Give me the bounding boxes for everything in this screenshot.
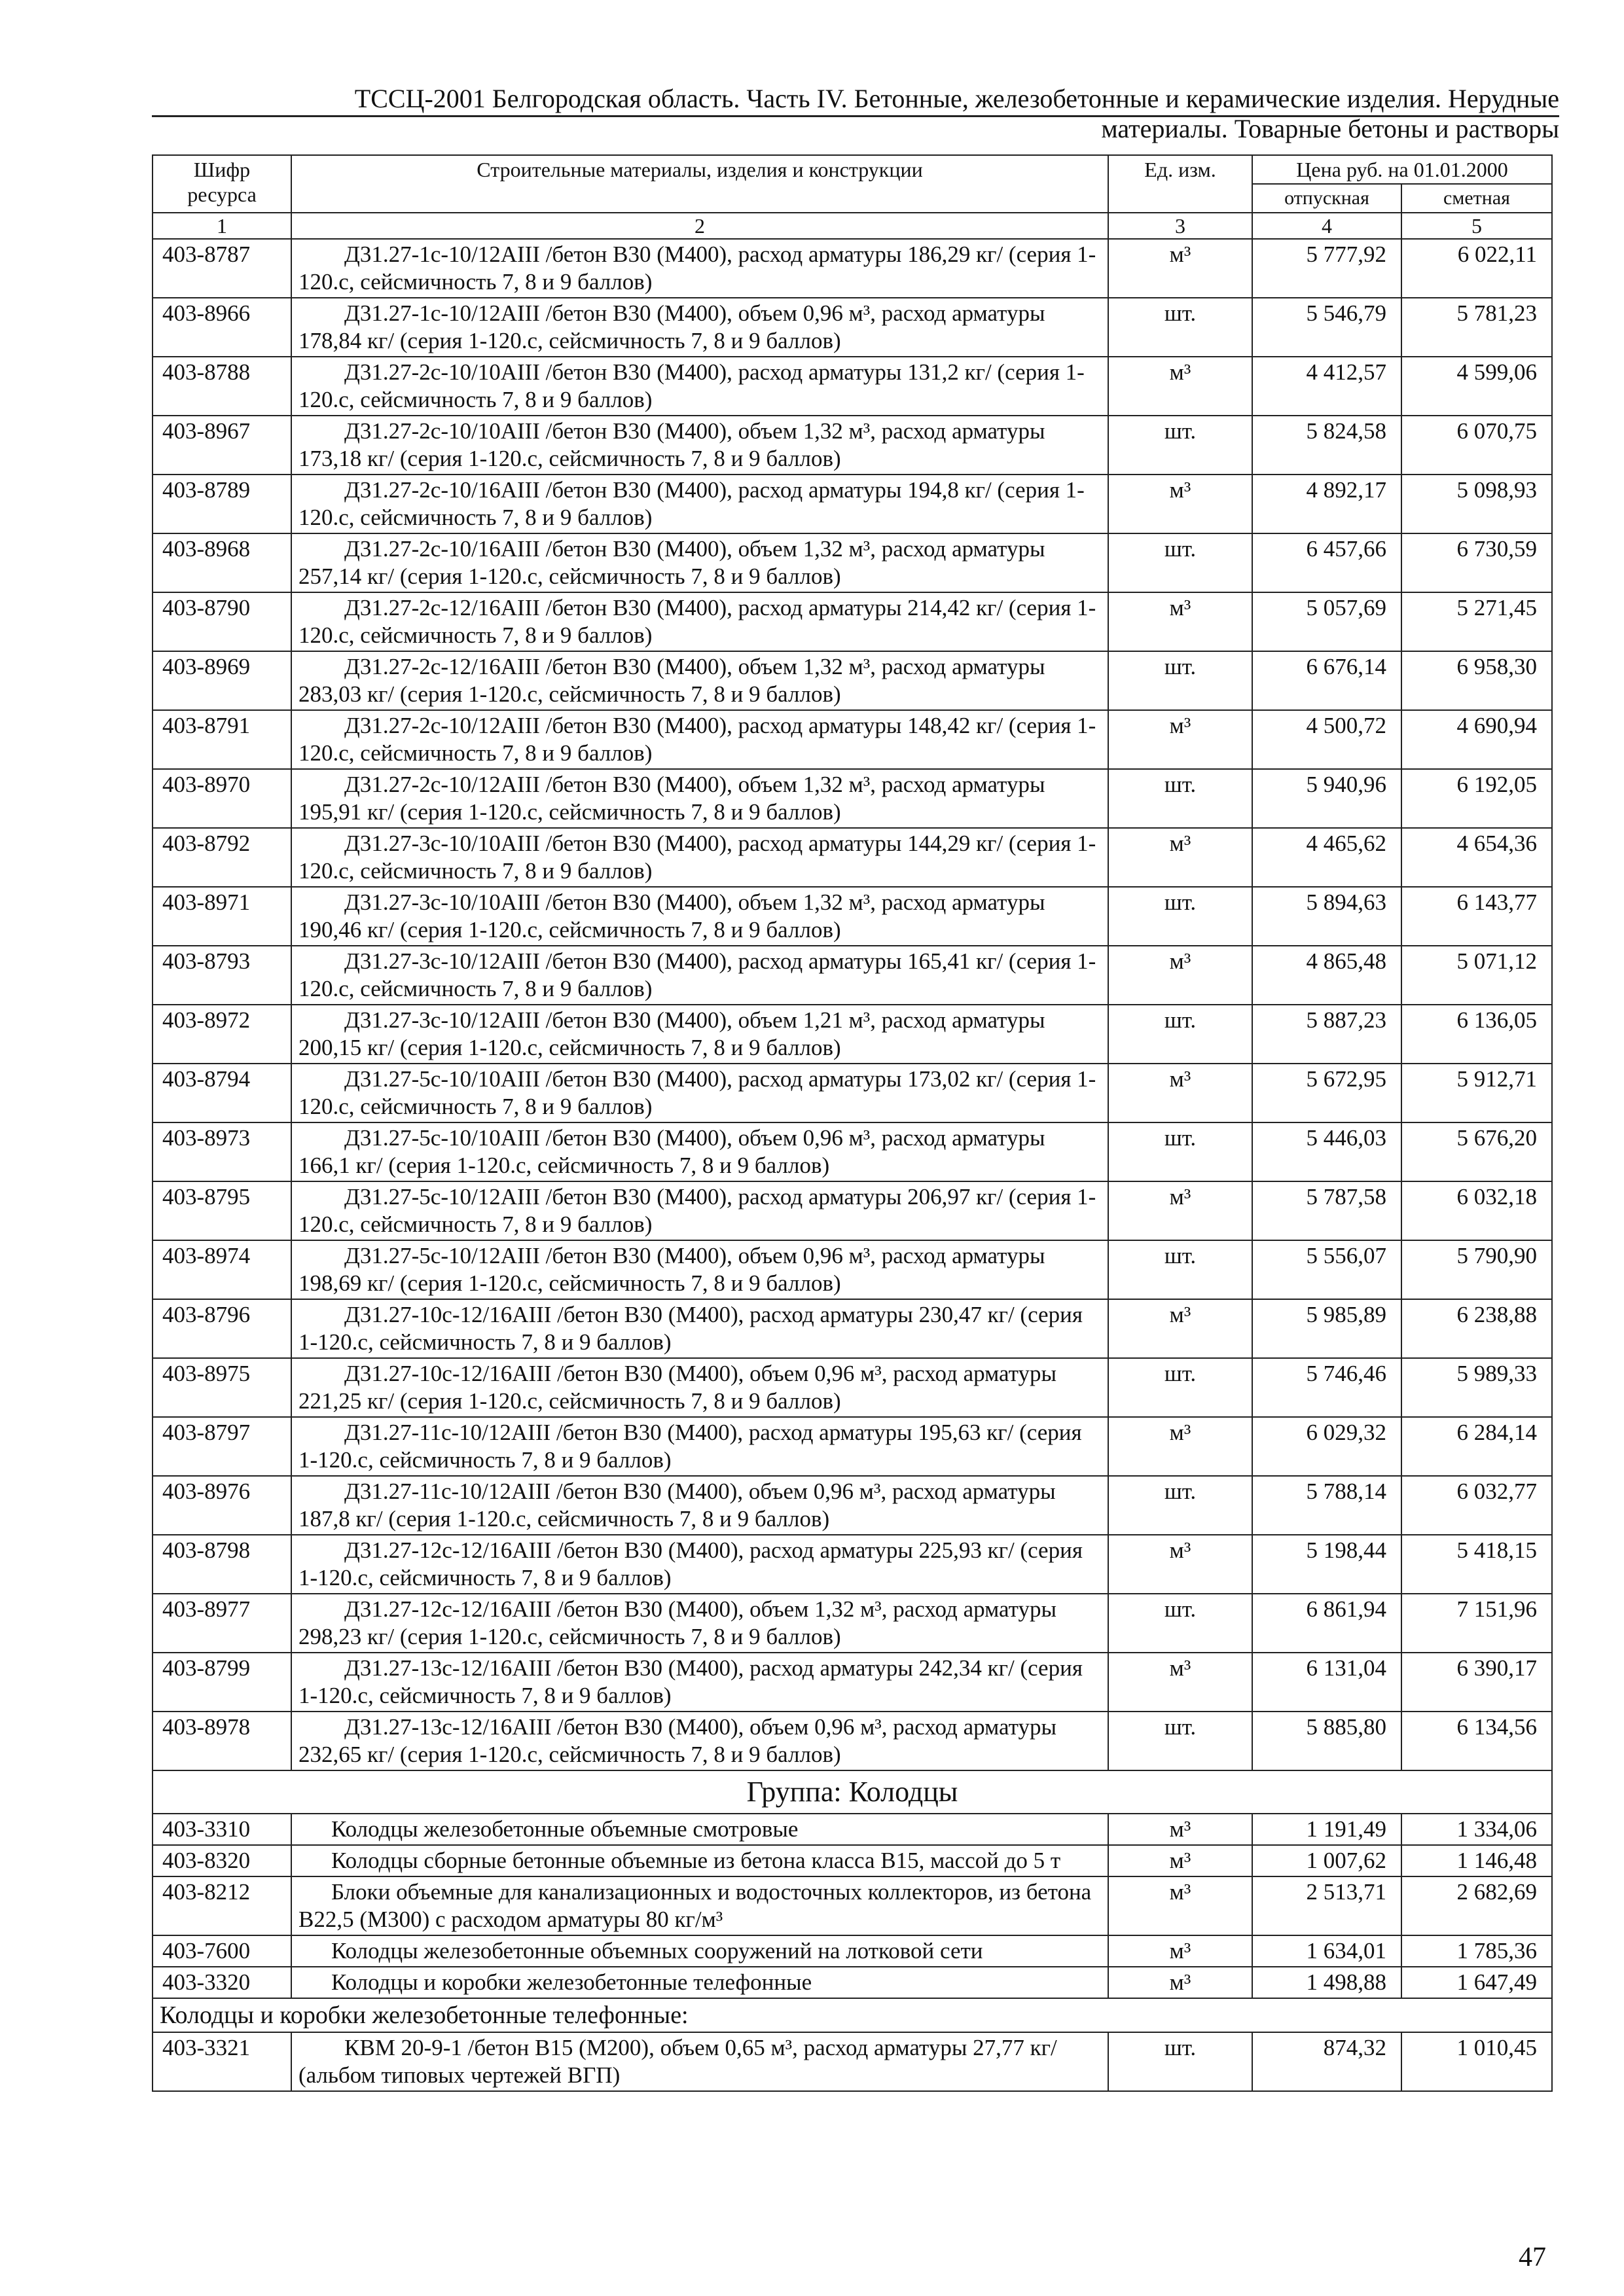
row-unit: шт. bbox=[1108, 1712, 1252, 1770]
row-unit: шт. bbox=[1108, 1476, 1252, 1535]
row-price-release: 5 777,92 bbox=[1252, 239, 1401, 298]
row-code: 403-8976 bbox=[153, 1476, 291, 1535]
column-number: 2 bbox=[291, 213, 1108, 239]
row-price-estimate: 6 730,59 bbox=[1401, 533, 1552, 592]
row-price-release: 1 634,01 bbox=[1252, 1935, 1401, 1967]
row-name: Д31.27-2с-10/10АIII /бетон В30 (М400), расход арматуры 131,2 кг/ (серия 1-120.с, сейсмичность 7, 8 и 9 баллов) bbox=[291, 357, 1108, 416]
row-price-estimate: 6 032,77 bbox=[1401, 1476, 1552, 1535]
table-row bbox=[153, 1064, 1552, 1122]
row-name: Д31.27-2с-10/12АIII /бетон В30 (М400), объем 1,32 м³, расход арматуры 195,91 кг/ (серия 1-120.с, сейсмичность 7, 8 и 9 баллов) bbox=[291, 769, 1108, 828]
row-unit: шт. bbox=[1108, 651, 1252, 710]
row-name: Д31.27-13с-12/16АIII /бетон В30 (М400), объем 0,96 м³, расход арматуры 232,65 кг/ (серия 1-120.с, сейсмичность 7, 8 и 9 баллов) bbox=[291, 1712, 1108, 1770]
row-name: Д31.27-2с-12/16АIII /бетон В30 (М400), объем 1,32 м³, расход арматуры 283,03 кг/ (серия 1-120.с, сейсмичность 7, 8 и 9 баллов) bbox=[291, 651, 1108, 710]
row-code: 403-8795 bbox=[153, 1181, 291, 1240]
table-row bbox=[153, 1240, 1552, 1299]
table-row bbox=[153, 1845, 1552, 1876]
header-name: Строительные материалы, изделия и конструкции bbox=[291, 155, 1108, 213]
column-number: 3 bbox=[1108, 213, 1252, 239]
row-name: Д31.27-3с-10/10АIII /бетон В30 (М400), объем 1,32 м³, расход арматуры 190,46 кг/ (серия 1-120.с, сейсмичность 7, 8 и 9 баллов) bbox=[291, 887, 1108, 946]
table-row bbox=[153, 1005, 1552, 1064]
group-title: Группа: Колодцы bbox=[153, 1770, 1552, 1814]
column-number: 1 bbox=[153, 213, 291, 239]
row-name: Д31.27-3с-10/12АIII /бетон В30 (М400), объем 1,21 м³, расход арматуры 200,15 кг/ (серия 1-120.с, сейсмичность 7, 8 и 9 баллов) bbox=[291, 1005, 1108, 1064]
row-price-estimate: 1 785,36 bbox=[1401, 1935, 1552, 1967]
row-price-estimate: 4 690,94 bbox=[1401, 710, 1552, 769]
row-price-release: 4 865,48 bbox=[1252, 946, 1401, 1005]
row-price-release: 5 672,95 bbox=[1252, 1064, 1401, 1122]
row-code: 403-8967 bbox=[153, 416, 291, 475]
row-code: 403-8972 bbox=[153, 1005, 291, 1064]
row-price-release: 5 556,07 bbox=[1252, 1240, 1401, 1299]
header-rule bbox=[152, 115, 1559, 117]
row-price-estimate: 5 912,71 bbox=[1401, 1064, 1552, 1122]
table-row bbox=[153, 1594, 1552, 1653]
table-row bbox=[153, 1535, 1552, 1594]
row-price-estimate: 6 238,88 bbox=[1401, 1299, 1552, 1358]
row-price-estimate: 6 134,56 bbox=[1401, 1712, 1552, 1770]
row-code: 403-8975 bbox=[153, 1358, 291, 1417]
row-name: КВМ 20-9-1 /бетон В15 (М200), объем 0,65 м³, расход арматуры 27,77 кг/ (альбом типовых чертежей ВГП) bbox=[291, 2032, 1108, 2091]
table-row bbox=[153, 1181, 1552, 1240]
row-unit: шт. bbox=[1108, 769, 1252, 828]
row-name: Д31.27-2с-10/12АIII /бетон В30 (М400), расход арматуры 148,42 кг/ (серия 1-120.с, сейсмичность 7, 8 и 9 баллов) bbox=[291, 710, 1108, 769]
row-price-release: 2 513,71 bbox=[1252, 1876, 1401, 1935]
row-name: Д31.27-5с-10/12АIII /бетон В30 (М400), расход арматуры 206,97 кг/ (серия 1-120.с, сейсмичность 7, 8 и 9 баллов) bbox=[291, 1181, 1108, 1240]
row-price-estimate: 6 136,05 bbox=[1401, 1005, 1552, 1064]
table-row bbox=[153, 357, 1552, 416]
row-price-release: 5 546,79 bbox=[1252, 298, 1401, 357]
document-header bbox=[152, 84, 1559, 144]
table-row bbox=[153, 1358, 1552, 1417]
row-unit: м³ bbox=[1108, 592, 1252, 651]
row-price-release: 5 887,23 bbox=[1252, 1005, 1401, 1064]
row-price-estimate: 4 654,36 bbox=[1401, 828, 1552, 887]
row-code: 403-8794 bbox=[153, 1064, 291, 1122]
row-code: 403-8789 bbox=[153, 475, 291, 533]
row-unit: шт. bbox=[1108, 1122, 1252, 1181]
row-price-release: 4 500,72 bbox=[1252, 710, 1401, 769]
subgroup-heading-row bbox=[153, 1998, 1552, 2032]
table-row bbox=[153, 1935, 1552, 1967]
table-row bbox=[153, 416, 1552, 475]
row-unit: шт. bbox=[1108, 887, 1252, 946]
table-row bbox=[153, 1876, 1552, 1935]
row-price-estimate: 5 790,90 bbox=[1401, 1240, 1552, 1299]
row-name: Д31.27-10с-12/16АIII /бетон В30 (М400), расход арматуры 230,47 кг/ (серия 1-120.с, сейсмичность 7, 8 и 9 баллов) bbox=[291, 1299, 1108, 1358]
row-price-release: 5 940,96 bbox=[1252, 769, 1401, 828]
row-price-release: 4 465,62 bbox=[1252, 828, 1401, 887]
row-name: Д31.27-10с-12/16АIII /бетон В30 (М400), объем 0,96 м³, расход арматуры 221,25 кг/ (серия 1-120.с, сейсмичность 7, 8 и 9 баллов) bbox=[291, 1358, 1108, 1417]
row-name: Д31.27-1с-10/12АIII /бетон В30 (М400), объем 0,96 м³, расход арматуры 178,84 кг/ (серия 1-120.с, сейсмичность 7, 8 и 9 баллов) bbox=[291, 298, 1108, 357]
group-heading-row bbox=[153, 1770, 1552, 1814]
row-unit: м³ bbox=[1108, 1417, 1252, 1476]
row-unit: шт. bbox=[1108, 1005, 1252, 1064]
row-name: Колодцы железобетонные объемных сооружений на лотковой сети bbox=[291, 1935, 1108, 1967]
row-price-estimate: 7 151,96 bbox=[1401, 1594, 1552, 1653]
row-price-estimate: 1 334,06 bbox=[1401, 1814, 1552, 1845]
row-unit: м³ bbox=[1108, 1181, 1252, 1240]
row-price-release: 6 131,04 bbox=[1252, 1653, 1401, 1712]
table-row bbox=[153, 2032, 1552, 2091]
row-price-release: 4 412,57 bbox=[1252, 357, 1401, 416]
table-row bbox=[153, 298, 1552, 357]
table-row bbox=[153, 710, 1552, 769]
row-price-release: 1 191,49 bbox=[1252, 1814, 1401, 1845]
row-code: 403-3320 bbox=[153, 1967, 291, 1998]
row-code: 403-8798 bbox=[153, 1535, 291, 1594]
row-name: Колодцы сборные бетонные объемные из бетона класса В15, массой до 5 т bbox=[291, 1845, 1108, 1876]
row-name: Колодцы и коробки железобетонные телефонные bbox=[291, 1967, 1108, 1998]
row-unit: шт. bbox=[1108, 1240, 1252, 1299]
table-row bbox=[153, 1712, 1552, 1770]
row-price-estimate: 6 143,77 bbox=[1401, 887, 1552, 946]
row-price-release: 5 198,44 bbox=[1252, 1535, 1401, 1594]
table-row bbox=[153, 1653, 1552, 1712]
row-code: 403-8973 bbox=[153, 1122, 291, 1181]
row-price-release: 5 446,03 bbox=[1252, 1122, 1401, 1181]
row-name: Д31.27-12с-12/16АIII /бетон В30 (М400), расход арматуры 225,93 кг/ (серия 1-120.с, сейсмичность 7, 8 и 9 баллов) bbox=[291, 1535, 1108, 1594]
row-price-estimate: 1 146,48 bbox=[1401, 1845, 1552, 1876]
row-code: 403-7600 bbox=[153, 1935, 291, 1967]
row-unit: м³ bbox=[1108, 1935, 1252, 1967]
row-price-release: 5 985,89 bbox=[1252, 1299, 1401, 1358]
row-unit: м³ bbox=[1108, 1845, 1252, 1876]
table-row bbox=[153, 1476, 1552, 1535]
header-unit: Ед. изм. bbox=[1108, 155, 1252, 213]
subgroup-title: Колодцы и коробки железобетонные телефонные: bbox=[153, 1998, 1552, 2032]
row-price-estimate: 6 022,11 bbox=[1401, 239, 1552, 298]
row-name: Д31.27-3с-10/10АIII /бетон В30 (М400), расход арматуры 144,29 кг/ (серия 1-120.с, сейсмичность 7, 8 и 9 баллов) bbox=[291, 828, 1108, 887]
row-unit: м³ bbox=[1108, 1814, 1252, 1845]
row-unit: шт. bbox=[1108, 1594, 1252, 1653]
row-code: 403-3310 bbox=[153, 1814, 291, 1845]
row-price-estimate: 5 271,45 bbox=[1401, 592, 1552, 651]
table-row bbox=[153, 946, 1552, 1005]
row-name: Д31.27-2с-10/16АIII /бетон В30 (М400), объем 1,32 м³, расход арматуры 257,14 кг/ (серия 1-120.с, сейсмичность 7, 8 и 9 баллов) bbox=[291, 533, 1108, 592]
row-code: 403-3321 bbox=[153, 2032, 291, 2091]
row-code: 403-8796 bbox=[153, 1299, 291, 1358]
row-price-release: 1 498,88 bbox=[1252, 1967, 1401, 1998]
row-unit: шт. bbox=[1108, 1358, 1252, 1417]
table-row bbox=[153, 1814, 1552, 1845]
table-row bbox=[153, 828, 1552, 887]
row-name: Д31.27-2с-10/10АIII /бетон В30 (М400), объем 1,32 м³, расход арматуры 173,18 кг/ (серия 1-120.с, сейсмичность 7, 8 и 9 баллов) bbox=[291, 416, 1108, 475]
row-unit: м³ bbox=[1108, 710, 1252, 769]
row-price-release: 5 824,58 bbox=[1252, 416, 1401, 475]
row-code: 403-8969 bbox=[153, 651, 291, 710]
table-row bbox=[153, 1299, 1552, 1358]
row-price-estimate: 5 989,33 bbox=[1401, 1358, 1552, 1417]
row-code: 403-8212 bbox=[153, 1876, 291, 1935]
row-price-release: 874,32 bbox=[1252, 2032, 1401, 2091]
row-price-release: 5 894,63 bbox=[1252, 887, 1401, 946]
header-line-1: ТССЦ-2001 Белгородская область. Часть IV. Бетонные, железобетонные и керамические изделия. Нерудные bbox=[354, 84, 1559, 113]
table-row bbox=[153, 239, 1552, 298]
row-code: 403-8790 bbox=[153, 592, 291, 651]
row-price-release: 6 457,66 bbox=[1252, 533, 1401, 592]
row-code: 403-8799 bbox=[153, 1653, 291, 1712]
row-code: 403-8977 bbox=[153, 1594, 291, 1653]
row-code: 403-8788 bbox=[153, 357, 291, 416]
row-price-estimate: 1 010,45 bbox=[1401, 2032, 1552, 2091]
row-unit: шт. bbox=[1108, 416, 1252, 475]
row-code: 403-8797 bbox=[153, 1417, 291, 1476]
row-name: Д31.27-2с-10/16АIII /бетон В30 (М400), расход арматуры 194,8 кг/ (серия 1-120.с, сейсмичность 7, 8 и 9 баллов) bbox=[291, 475, 1108, 533]
row-unit: шт. bbox=[1108, 298, 1252, 357]
row-unit: м³ bbox=[1108, 1967, 1252, 1998]
header-line-2: материалы. Товарные бетоны и растворы bbox=[1101, 114, 1559, 143]
table-row bbox=[153, 1417, 1552, 1476]
row-price-estimate: 5 418,15 bbox=[1401, 1535, 1552, 1594]
row-code: 403-8791 bbox=[153, 710, 291, 769]
row-price-estimate: 5 676,20 bbox=[1401, 1122, 1552, 1181]
row-price-estimate: 6 032,18 bbox=[1401, 1181, 1552, 1240]
row-name: Д31.27-1с-10/12АIII /бетон В30 (М400), расход арматуры 186,29 кг/ (серия 1-120.с, сейсмичность 7, 8 и 9 баллов) bbox=[291, 239, 1108, 298]
row-code: 403-8968 bbox=[153, 533, 291, 592]
row-unit: м³ bbox=[1108, 1653, 1252, 1712]
row-price-estimate: 6 192,05 bbox=[1401, 769, 1552, 828]
row-price-release: 5 746,46 bbox=[1252, 1358, 1401, 1417]
row-code: 403-8320 bbox=[153, 1845, 291, 1876]
row-code: 403-8787 bbox=[153, 239, 291, 298]
header-price-estimate: сметная bbox=[1401, 184, 1552, 213]
row-code: 403-8978 bbox=[153, 1712, 291, 1770]
table-row bbox=[153, 592, 1552, 651]
row-price-estimate: 5 781,23 bbox=[1401, 298, 1552, 357]
row-name: Д31.27-5с-10/10АIII /бетон В30 (М400), расход арматуры 173,02 кг/ (серия 1-120.с, сейсмичность 7, 8 и 9 баллов) bbox=[291, 1064, 1108, 1122]
header-price-release: отпускная bbox=[1252, 184, 1401, 213]
row-unit: м³ bbox=[1108, 357, 1252, 416]
table-row bbox=[153, 533, 1552, 592]
row-price-release: 4 892,17 bbox=[1252, 475, 1401, 533]
column-number: 5 bbox=[1401, 213, 1552, 239]
row-name: Блоки объемные для канализационных и водосточных коллекторов, из бетона В22,5 (М300) с расходом арматуры 80 кг/м³ bbox=[291, 1876, 1108, 1935]
row-unit: м³ bbox=[1108, 239, 1252, 298]
row-price-release: 5 057,69 bbox=[1252, 592, 1401, 651]
table-body bbox=[153, 239, 1552, 2091]
row-code: 403-8970 bbox=[153, 769, 291, 828]
table-row bbox=[153, 887, 1552, 946]
row-unit: м³ bbox=[1108, 1299, 1252, 1358]
row-price-estimate: 5 071,12 bbox=[1401, 946, 1552, 1005]
row-name: Д31.27-2с-12/16АIII /бетон В30 (М400), расход арматуры 214,42 кг/ (серия 1-120.с, сейсмичность 7, 8 и 9 баллов) bbox=[291, 592, 1108, 651]
row-price-release: 6 861,94 bbox=[1252, 1594, 1401, 1653]
row-name: Д31.27-5с-10/12АIII /бетон В30 (М400), объем 0,96 м³, расход арматуры 198,69 кг/ (серия 1-120.с, сейсмичность 7, 8 и 9 баллов) bbox=[291, 1240, 1108, 1299]
row-price-release: 5 788,14 bbox=[1252, 1476, 1401, 1535]
row-price-estimate: 6 958,30 bbox=[1401, 651, 1552, 710]
table-row bbox=[153, 1967, 1552, 1998]
row-name: Д31.27-11с-10/12АIII /бетон В30 (М400), объем 0,96 м³, расход арматуры 187,8 кг/ (серия 1-120.с, сейсмичность 7, 8 и 9 баллов) bbox=[291, 1476, 1108, 1535]
table-row bbox=[153, 651, 1552, 710]
row-unit: м³ bbox=[1108, 946, 1252, 1005]
row-unit: шт. bbox=[1108, 2032, 1252, 2091]
row-name: Д31.27-11с-10/12АIII /бетон В30 (М400), расход арматуры 195,63 кг/ (серия 1-120.с, сейсмичность 7, 8 и 9 баллов) bbox=[291, 1417, 1108, 1476]
row-price-estimate: 4 599,06 bbox=[1401, 357, 1552, 416]
row-price-release: 1 007,62 bbox=[1252, 1845, 1401, 1876]
row-name: Д31.27-3с-10/12АIII /бетон В30 (М400), расход арматуры 165,41 кг/ (серия 1-120.с, сейсмичность 7, 8 и 9 баллов) bbox=[291, 946, 1108, 1005]
row-code: 403-8792 bbox=[153, 828, 291, 887]
row-name: Колодцы железобетонные объемные смотровые bbox=[291, 1814, 1108, 1845]
row-code: 403-8974 bbox=[153, 1240, 291, 1299]
row-unit: шт. bbox=[1108, 533, 1252, 592]
price-table bbox=[152, 154, 1553, 2092]
row-price-estimate: 6 390,17 bbox=[1401, 1653, 1552, 1712]
row-price-estimate: 5 098,93 bbox=[1401, 475, 1552, 533]
row-name: Д31.27-12с-12/16АIII /бетон В30 (М400), объем 1,32 м³, расход арматуры 298,23 кг/ (серия 1-120.с, сейсмичность 7, 8 и 9 баллов) bbox=[291, 1594, 1108, 1653]
row-price-release: 6 676,14 bbox=[1252, 651, 1401, 710]
row-price-release: 6 029,32 bbox=[1252, 1417, 1401, 1476]
header-price: Цена руб. на 01.01.2000 bbox=[1252, 155, 1552, 184]
row-unit: м³ bbox=[1108, 1535, 1252, 1594]
column-number-row bbox=[153, 213, 1552, 239]
row-name: Д31.27-5с-10/10АIII /бетон В30 (М400), объем 0,96 м³, расход арматуры 166,1 кг/ (серия 1-120.с, сейсмичность 7, 8 и 9 баллов) bbox=[291, 1122, 1108, 1181]
row-price-release: 5 885,80 bbox=[1252, 1712, 1401, 1770]
table-row bbox=[153, 1122, 1552, 1181]
row-name: Д31.27-13с-12/16АIII /бетон В30 (М400), расход арматуры 242,34 кг/ (серия 1-120.с, сейсмичность 7, 8 и 9 баллов) bbox=[291, 1653, 1108, 1712]
table-row bbox=[153, 769, 1552, 828]
row-price-estimate: 1 647,49 bbox=[1401, 1967, 1552, 1998]
row-unit: м³ bbox=[1108, 1876, 1252, 1935]
row-unit: м³ bbox=[1108, 828, 1252, 887]
row-code: 403-8966 bbox=[153, 298, 291, 357]
table-row bbox=[153, 475, 1552, 533]
row-unit: м³ bbox=[1108, 1064, 1252, 1122]
header-code: Шифр ресурса bbox=[153, 155, 291, 213]
column-number: 4 bbox=[1252, 213, 1401, 239]
row-price-estimate: 6 284,14 bbox=[1401, 1417, 1552, 1476]
row-unit: м³ bbox=[1108, 475, 1252, 533]
page-number: 47 bbox=[1519, 2242, 1546, 2272]
row-price-release: 5 787,58 bbox=[1252, 1181, 1401, 1240]
row-price-estimate: 2 682,69 bbox=[1401, 1876, 1552, 1935]
row-code: 403-8793 bbox=[153, 946, 291, 1005]
row-price-estimate: 6 070,75 bbox=[1401, 416, 1552, 475]
row-code: 403-8971 bbox=[153, 887, 291, 946]
